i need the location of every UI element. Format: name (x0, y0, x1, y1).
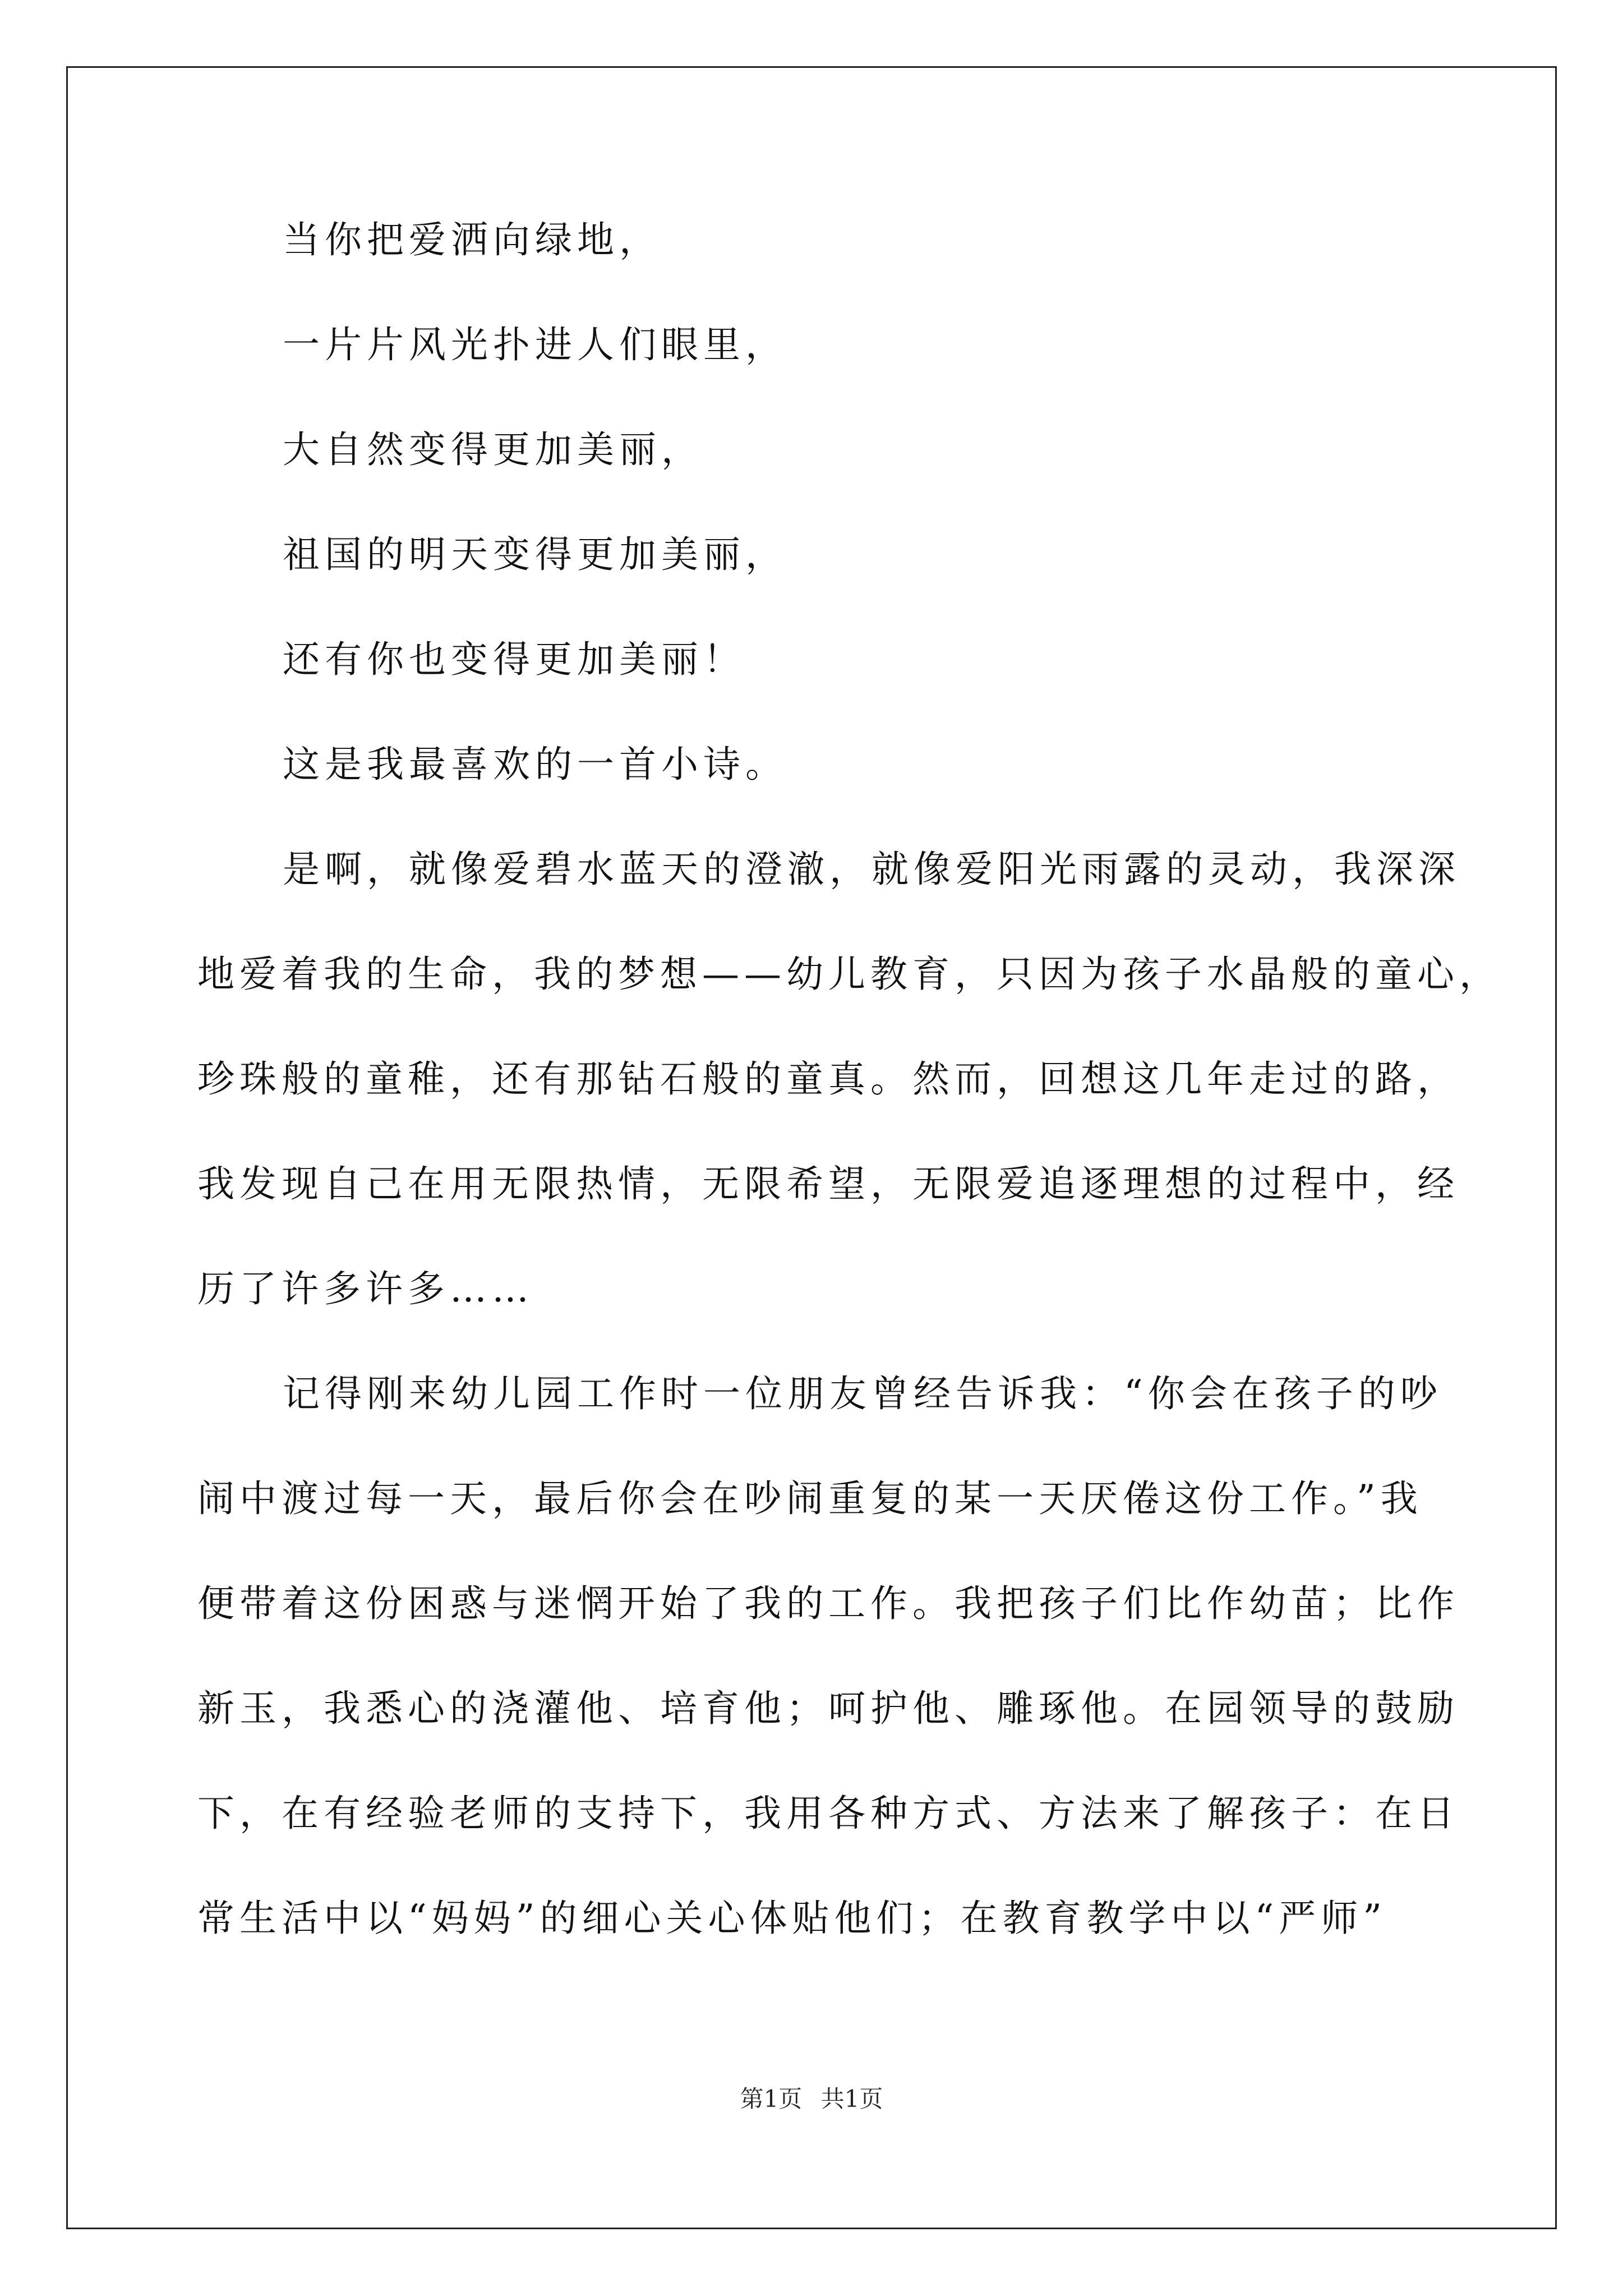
page-number-current: 第1页 (740, 2085, 803, 2113)
poem-line: 祖国的明天变得更加美丽， (283, 533, 787, 576)
paragraph-line: 下，在有经验老师的支持下，我用各种方式、方法来了解孩子：在日 (197, 1792, 1459, 1835)
poem-line: 大自然变得更加美丽， (283, 428, 703, 471)
paragraph-line: 我发现自己在用无限热情，无限希望，无限爱追逐理想的过程中，经 (197, 1162, 1459, 1205)
page-number-total: 共1页 (820, 2085, 883, 2113)
paragraph-line: 历了许多许多…… (197, 1267, 534, 1310)
paragraph-line: 常生活中以“妈妈”的细心关心体贴他们；在教育教学中以“严师” (197, 1897, 1387, 1940)
paragraph-line: 便带着这份困惑与迷惘开始了我的工作。我把孩子们比作幼苗；比作 (197, 1582, 1459, 1625)
paragraph-line: 记得刚来幼儿园工作时一位朋友曾经告诉我：“你会在孩子的吵 (283, 1372, 1442, 1415)
paragraph-2 (197, 1367, 1459, 1945)
poem-line: 还有你也变得更加美丽！ (283, 638, 745, 681)
poem-block (197, 213, 1437, 792)
poem-line: 当你把爱洒向绿地， (283, 218, 661, 261)
paragraph-line: 珍珠般的童稚，还有那钻石般的童真。然而，回想这几年走过的路， (197, 1057, 1459, 1101)
paragraph-line: 新玉，我悉心的浇灌他、培育他；呵护他、雕琢他。在园领导的鼓励 (197, 1687, 1459, 1730)
paragraph-line: 是啊，就像爱碧水蓝天的澄澈，就像爱阳光雨露的灵动，我深深 (283, 848, 1460, 891)
paragraph-line: 闹中渡过每一天，最后你会在吵闹重复的某一天厌倦这份工作。”我 (197, 1477, 1423, 1520)
poem-line: 一片片风光扑进人们眼里， (283, 323, 787, 366)
paragraph-line: 地爱着我的生命，我的梦想——幼儿教育，只因为孩子水晶般的童心， (197, 953, 1501, 996)
page-footer (0, 2082, 1623, 2116)
document-body (197, 213, 1501, 1996)
paragraph-1 (197, 843, 1501, 1316)
poem-line: 这是我最喜欢的一首小诗。 (283, 743, 787, 786)
